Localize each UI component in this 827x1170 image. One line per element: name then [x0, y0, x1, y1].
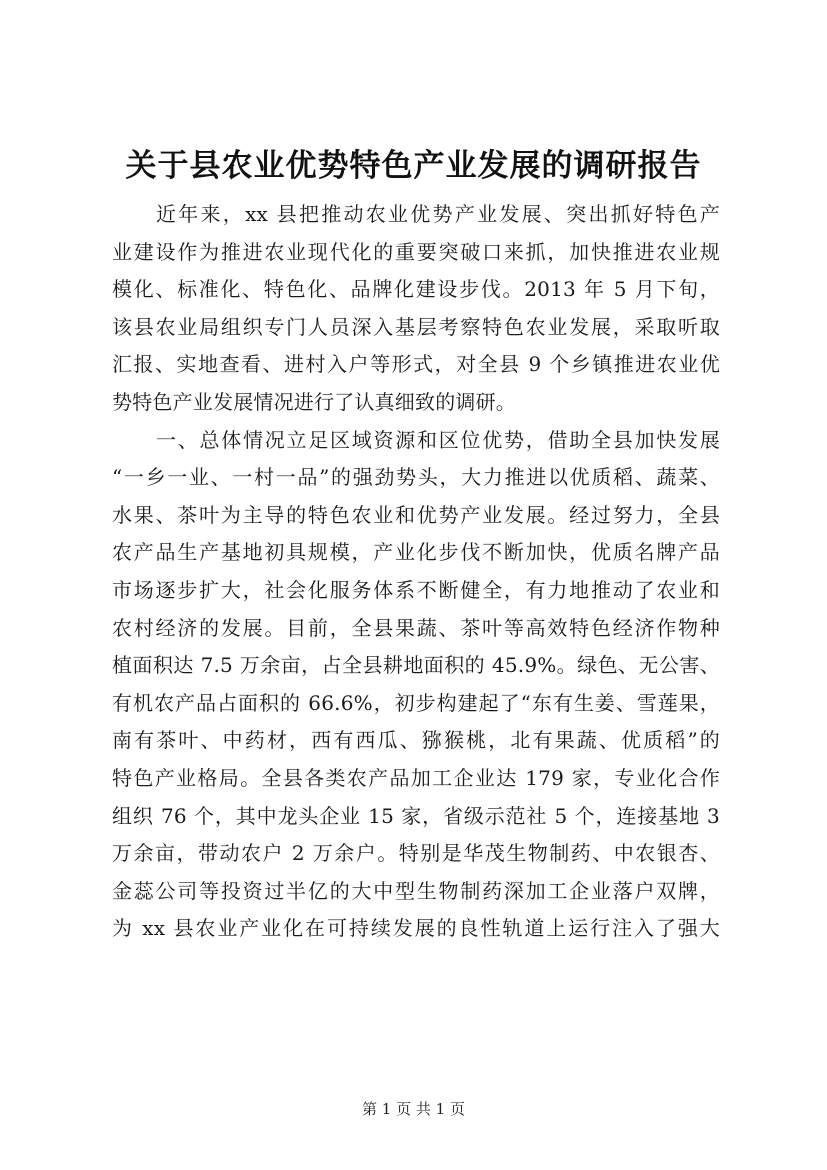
paragraph-line: 组织 76 个，其中龙头企业 15 家，省级示范社 5 个，连接基地 3 [112, 803, 720, 828]
paragraph-line: 万余亩，带动农户 2 万余户。特别是华茂生物制药、中农银杏、 [112, 841, 720, 866]
document-body [112, 196, 720, 948]
paragraph-line: 有机农产品占面积的 66.6%，初步构建起了“东有生姜、雪莲果， [112, 690, 720, 715]
paragraph-line: 市场逐步扩大，社会化服务体系不断健全，有力地推动了农业和 [112, 577, 720, 602]
paragraph-line: 业建设作为推进农业现代化的重要突破口来抓，加快推进农业规 [112, 239, 720, 264]
paragraph-line: 水果、茶叶为主导的特色农业和优势产业发展。经过努力，全县 [112, 502, 720, 527]
paragraph-line: 该县农业局组织专门人员深入基层考察特色农业发展，采取听取 [112, 314, 720, 339]
paragraph-line: 汇报、实地查看、进村入户等形式，对全县 9 个乡镇推进农业优 [112, 352, 720, 377]
paragraph-line: 农村经济的发展。目前，全县果蔬、茶叶等高效特色经济作物种 [112, 615, 720, 640]
page-footer: 第 1 页 共 1 页 [362, 1100, 465, 1118]
paragraph-line: 特色产业格局。全县各类农产品加工企业达 179 家，专业化合作 [112, 765, 720, 790]
paragraph-line: 金蕊公司等投资过半亿的大中型生物制药深加工企业落户双牌， [112, 878, 720, 903]
paragraph-line: 近年来，xx 县把推动农业优势产业发展、突出抓好特色产 [156, 202, 720, 226]
paragraph-line: 模化、标准化、特色化、品牌化建设步伐。2013 年 5 月下旬， [112, 277, 720, 302]
paragraph-line: 植面积达 7.5 万余亩，占全县耕地面积的 45.9%。绿色、无公害、 [112, 653, 720, 678]
paragraph-line: 为 xx 县农业产业化在可持续发展的良性轨道上运行注入了强大 [112, 916, 720, 941]
paragraph-line: 一、总体情况立足区域资源和区位优势，借助全县加快发展 [156, 427, 720, 452]
paragraph-line: “一乡一业、一村一品”的强劲势头，大力推进以优质稻、蔬菜、 [112, 465, 720, 490]
document-title: 关于县农业优势特色产业发展的调研报告 [125, 148, 702, 184]
paragraph-line: 势特色产业发展情况进行了认真细致的调研。 [112, 389, 516, 414]
paragraph-line: 农产品生产基地初具规模，产业化步伐不断加快，优质名牌产品 [112, 540, 720, 565]
paragraph-line: 南有茶叶、中药材，西有西瓜、猕猴桃，北有果蔬、优质稻”的 [112, 728, 720, 753]
